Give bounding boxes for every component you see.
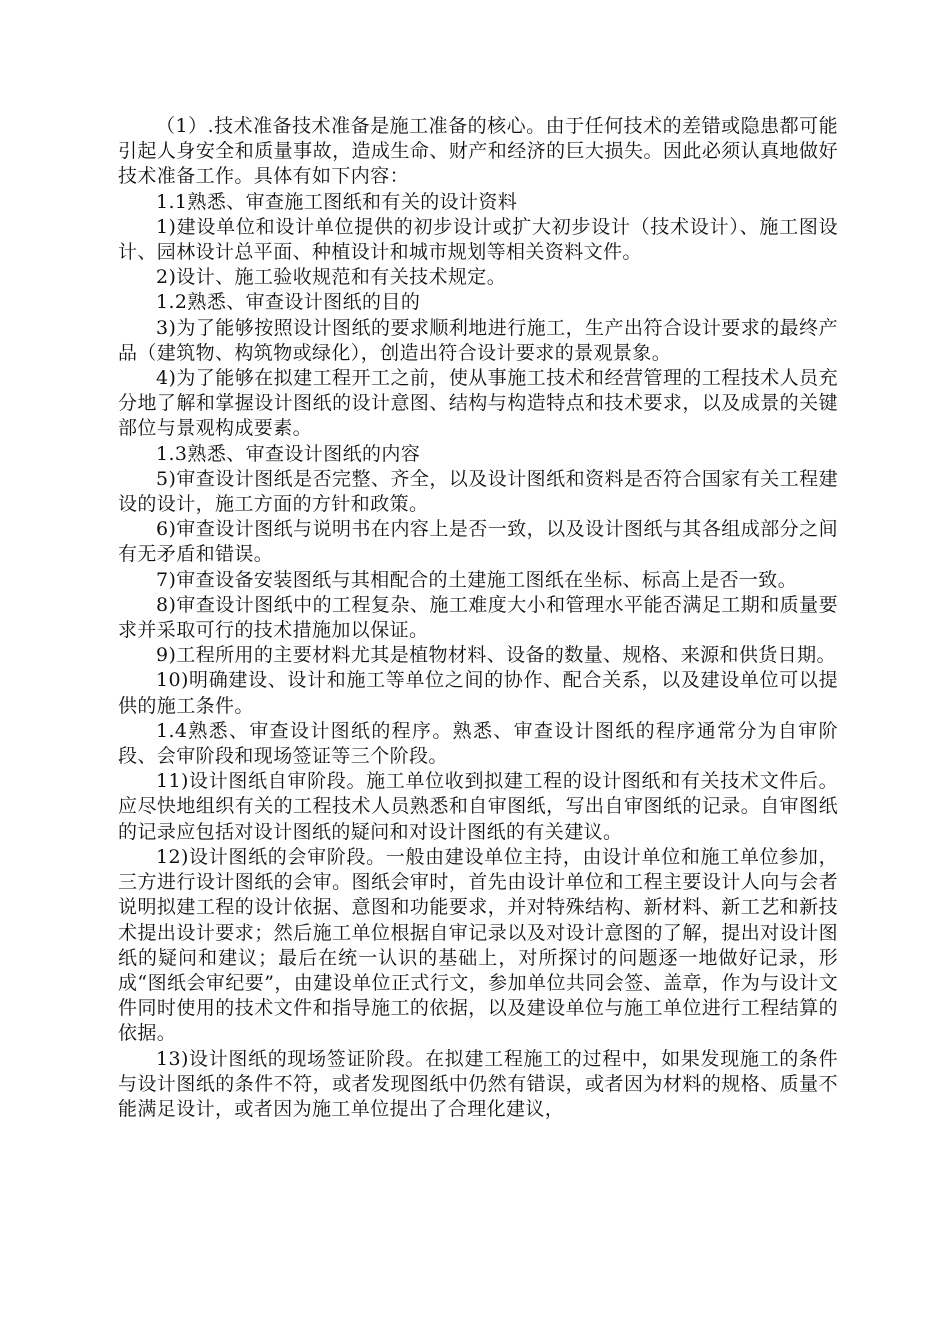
paragraph-item-9: 9)工程所用的主要材料尤其是植物材料、设备的数量、规格、来源和供货日期。 bbox=[156, 644, 836, 667]
paragraph-item-8: 8)审查设计图纸中的工程复杂、施工难度大小和管理水平能否满足工期和质量要求并采取可行的技术措施加以保证。 bbox=[118, 593, 838, 642]
heading-1-4: 1.4熟悉、审查设计图纸的程序。熟悉、审查设计图纸的程序通常分为自审阶段、会审阶段和现场签证等三个阶段。 bbox=[118, 719, 838, 768]
paragraph-item-12: 12)设计图纸的会审阶段。一般由建设单位主持，由设计单位和施工单位参加，三方进行设计图纸的会审。图纸会审时，首先由设计单位和工程主要设计人向与会者说明拟建工程的设计依据、意图和功能要求，并对特殊结构、新材料、新工艺和新技术提出设计要求；然后施工单位根据自审记录以及对设计意图的了解，提出对设计图纸的疑问和建议；最后在统一认识的基础上，对所探讨的问题逐一地做好记录，形成“图纸会审纪要”，由建设单位正式行文，参加单位共同会签、盖章，作为与设计文件同时使用的技术文件和指导施工的依据，以及建设单位与施工单位进行工程结算的依据。 bbox=[118, 845, 838, 1045]
document-body bbox=[118, 114, 838, 1122]
paragraph-item-7: 7)审查设备安装图纸与其相配合的土建施工图纸在坐标、标高上是否一致。 bbox=[156, 568, 798, 591]
paragraph-technical-preparation: （1）.技术准备技术准备是施工准备的核心。由于任何技术的差错或隐患都可能引起人身安全和质量事故，造成生命、财产和经济的巨大损失。因此必须认真地做好技术准备工作。具体有如下内容： bbox=[118, 115, 838, 188]
paragraph-item-4: 4)为了能够在拟建工程开工之前，使从事施工技术和经营管理的工程技术人员充分地了解和掌握设计图纸的设计意图、结构与构造特点和技术要求，以及成景的关键部位与景观构成要素。 bbox=[118, 367, 838, 440]
paragraph-item-3: 3)为了能够按照设计图纸的要求顺利地进行施工，生产出符合设计要求的最终产品（建筑物、构筑物或绿化），创造出符合设计要求的景观景象。 bbox=[118, 316, 838, 364]
paragraph-item-1: 1)建设单位和设计单位提供的初步设计或扩大初步设计（技术设计）、施工图设计、园林设计总平面、种植设计和城市规划等相关资料文件。 bbox=[118, 215, 838, 264]
heading-1-3: 1.3熟悉、审查设计图纸的内容 bbox=[156, 442, 421, 465]
paragraph-item-13: 13)设计图纸的现场签证阶段。在拟建工程施工的过程中，如果发现施工的条件与设计图纸的条件不符，或者发现图纸中仍然有错误，或者因为材料的规格、质量不能满足设计，或者因为施工单位提出了合理化建议， bbox=[118, 1047, 838, 1120]
heading-1-2: 1.2熟悉、审查设计图纸的目的 bbox=[156, 291, 421, 314]
paragraph-item-6: 6)审查设计图纸与说明书在内容上是否一致，以及设计图纸与其各组成部分之间有无矛盾和错误。 bbox=[118, 518, 838, 566]
paragraph-item-11: 11)设计图纸自审阶段。施工单位收到拟建工程的设计图纸和有关技术文件后。应尽快地组织有关的工程技术人员熟悉和自审图纸，写出自审图纸的记录。自审图纸的记录应包括对设计图纸的疑问和对设计图纸的有关建议。 bbox=[118, 770, 838, 843]
paragraph-item-2: 2)设计、施工验收规范和有关技术规定。 bbox=[156, 266, 507, 289]
heading-1-1: 1.1熟悉、审查施工图纸和有关的设计资料 bbox=[156, 190, 518, 213]
paragraph-item-5: 5)审查设计图纸是否完整、齐全，以及设计图纸和资料是否符合国家有关工程建设的设计，施工方面的方针和政策。 bbox=[118, 467, 838, 516]
paragraph-item-10: 10)明确建设、设计和施工等单位之间的协作、配合关系，以及建设单位可以提供的施工条件。 bbox=[118, 669, 838, 717]
